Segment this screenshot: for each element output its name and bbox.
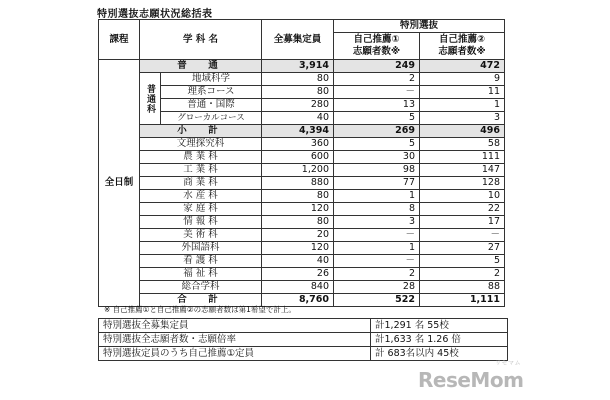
summary-value: 計1,633 名 1.26 倍: [371, 333, 508, 347]
summary-label: 特別選抜全志願者数・志願倍率: [99, 333, 371, 347]
row-name: 理系コース: [161, 86, 262, 99]
row-capacity: 80: [262, 216, 334, 229]
row-rec1: 28: [334, 281, 420, 294]
row-rec2: 88: [420, 281, 505, 294]
row-name: 商 業 科: [140, 177, 262, 190]
row-capacity: 360: [262, 138, 334, 151]
row-capacity: 80: [262, 86, 334, 99]
row-rec2: 496: [420, 125, 505, 138]
row-rec2: 1: [420, 99, 505, 112]
row-rec2: 22: [420, 203, 505, 216]
row-name: グローカルコース: [161, 112, 262, 125]
footnote: ※ 自己推薦①と自己推薦②の志願者数は第1希望で計上。: [104, 305, 296, 314]
row-rec2: 2: [420, 268, 505, 281]
row-rec1: 2: [334, 268, 420, 281]
row-rec1: 98: [334, 164, 420, 177]
header-rec1: 自己推薦① 志願者数※: [334, 33, 420, 60]
row-name: 合 計: [140, 294, 262, 307]
row-name: 農 業 科: [140, 151, 262, 164]
row-rec2: 5: [420, 255, 505, 268]
row-capacity: 20: [262, 229, 334, 242]
row-capacity: 880: [262, 177, 334, 190]
row-rec2: 111: [420, 151, 505, 164]
header-special-selection: 特別選抜: [334, 20, 505, 33]
page-title: 特別選抜志願状況総括表: [97, 9, 213, 20]
row-rec2: 147: [420, 164, 505, 177]
row-rec2: 27: [420, 242, 505, 255]
row-capacity: 80: [262, 73, 334, 86]
row-rec1: 30: [334, 151, 420, 164]
row-rec2: 17: [420, 216, 505, 229]
row-name: 情 報 科: [140, 216, 262, 229]
row-name: 小 計: [140, 125, 262, 138]
row-rec2: 128: [420, 177, 505, 190]
row-rec1: 5: [334, 112, 420, 125]
row-rec2: 472: [420, 60, 505, 73]
row-capacity: 120: [262, 203, 334, 216]
row-capacity: 26: [262, 268, 334, 281]
row-name: 美 術 科: [140, 229, 262, 242]
row-capacity: 40: [262, 255, 334, 268]
row-rec1: 3: [334, 216, 420, 229]
row-name: 水 産 科: [140, 190, 262, 203]
row-rec1: 13: [334, 99, 420, 112]
summary-label: 特別選抜全募集定員: [99, 319, 371, 333]
row-rec1: 5: [334, 138, 420, 151]
row-capacity: 840: [262, 281, 334, 294]
row-rec1: 2: [334, 73, 420, 86]
header-rec2: 自己推薦② 志願者数※: [420, 33, 505, 60]
row-name: 普通・国際: [161, 99, 262, 112]
row-rec1: 522: [334, 294, 420, 307]
row-capacity: 40: [262, 112, 334, 125]
row-rec1: 249: [334, 60, 420, 73]
row-capacity: 8,760: [262, 294, 334, 307]
row-capacity: 4,394: [262, 125, 334, 138]
resemom-logo: ReseMom: [418, 368, 524, 392]
row-rec1: 77: [334, 177, 420, 190]
course-label: 全日制: [99, 60, 140, 307]
header-department: 学 科 名: [140, 20, 262, 60]
row-name: 普 通: [140, 60, 262, 73]
row-rec2: 11: [420, 86, 505, 99]
summary-label: 特別選抜定員のうち自己推薦①定員: [99, 347, 371, 361]
row-rec2: 3: [420, 112, 505, 125]
header-course: 課程: [99, 20, 140, 60]
row-capacity: 3,914: [262, 60, 334, 73]
row-name: 家 庭 科: [140, 203, 262, 216]
row-rec1: 1: [334, 190, 420, 203]
row-name: 看 護 科: [140, 255, 262, 268]
row-rec2: －: [420, 229, 505, 242]
row-rec2: 10: [420, 190, 505, 203]
row-name: 総合学科: [140, 281, 262, 294]
row-capacity: 280: [262, 99, 334, 112]
row-rec1: －: [334, 86, 420, 99]
row-rec2: 9: [420, 73, 505, 86]
row-name: 工 業 科: [140, 164, 262, 177]
row-rec2: 58: [420, 138, 505, 151]
row-name: 地域科学: [161, 73, 262, 86]
row-name: 福 祉 科: [140, 268, 262, 281]
row-rec1: 1: [334, 242, 420, 255]
row-name: 外国語科: [140, 242, 262, 255]
applications-table: [98, 19, 505, 307]
watermark-subtext: リセマム: [495, 360, 521, 367]
row-rec1: 8: [334, 203, 420, 216]
row-capacity: 80: [262, 190, 334, 203]
summary-table: [98, 318, 508, 361]
row-capacity: 600: [262, 151, 334, 164]
row-rec1: 269: [334, 125, 420, 138]
row-rec1: －: [334, 229, 420, 242]
general-group-label: 普通科: [140, 73, 161, 125]
summary-value: 計 683名以内 45校: [371, 347, 508, 361]
header-total-capacity: 全募集定員: [262, 20, 334, 60]
row-capacity: 120: [262, 242, 334, 255]
row-rec2: 1,111: [420, 294, 505, 307]
row-capacity: 1,200: [262, 164, 334, 177]
summary-value: 計1,291 名 55校: [371, 319, 508, 333]
row-name: 文理探究科: [140, 138, 262, 151]
row-rec1: －: [334, 255, 420, 268]
